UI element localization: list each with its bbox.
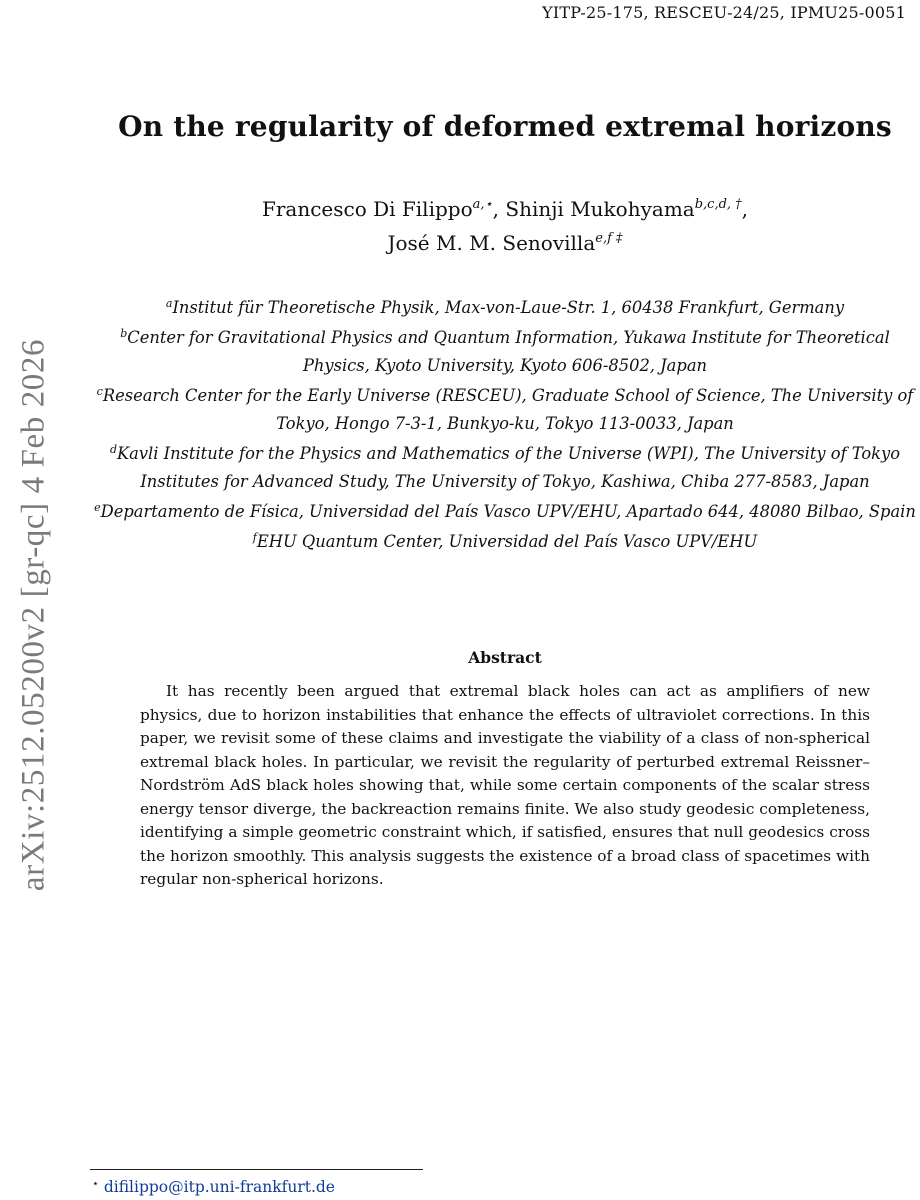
author-list	[90, 192, 920, 260]
affiliation-mark: f	[252, 531, 257, 544]
corresponding-author-footnote	[92, 1178, 335, 1196]
report-numbers: YITP-25-175, RESCEU-24/25, IPMU25-0051	[542, 3, 906, 22]
affiliation-text: Kavli Institute for the Physics and Mathematics of the Universe (WPI), The University of Tokyo Institutes for Advanced Study, The University of Tokyo, Kashiwa, Chiba 277-8583, Japan	[116, 444, 901, 491]
author-separator: ,	[492, 197, 506, 221]
affiliation-item	[92, 498, 918, 526]
affiliation-mark: d	[109, 443, 117, 456]
affiliation-list	[92, 294, 918, 558]
affiliation-text: Center for Gravitational Physics and Quantum Information, Yukawa Institute for Theoretical Physics, Kyoto University, Kyoto 606-8502, Japan	[127, 328, 890, 375]
author-affiliation-marks: a,⋆	[472, 197, 493, 212]
author-name: José M. M. Senovilla	[387, 231, 596, 255]
affiliation-item	[92, 294, 918, 322]
abstract-text: It has recently been argued that extremal black holes can act as amplifiers of new physics, due to horizon instabilities that enhance the effects of ultraviolet corrections. In this paper, we revisit some of these claims and investigate the viability of a class of non-spherical extremal black holes. In particular, we revisit the regularity of perturbed extremal Reissner–Nordström AdS black holes showing that, while some certain components of the scalar stress energy tensor diverge, the backreaction remains finite. We also study geodesic completeness, identifying a simple geometric constraint which, if satisfied, ensures that null geodesics cross the horizon smoothly. This analysis suggests the existence of a broad class of spacetimes with regular non-spherical horizons.	[140, 682, 870, 888]
author-line-1	[90, 192, 920, 226]
affiliation-mark: b	[120, 327, 128, 340]
author-name: Shinji Mukohyama	[505, 197, 695, 221]
author-separator: ,	[741, 197, 749, 221]
email-link[interactable]: difilippo@itp.uni-frankfurt.de	[103, 1178, 335, 1196]
affiliation-mark: e	[94, 501, 101, 514]
affiliation-mark: c	[96, 385, 103, 398]
footnote-divider	[90, 1169, 423, 1170]
paper-title: On the regularity of deformed extremal horizons	[118, 110, 892, 143]
abstract-heading: Abstract	[468, 648, 542, 667]
author-affiliation-marks: e,f ‡	[595, 231, 623, 246]
arxiv-identifier-stamp: arXiv:2512.05200v2 [gr-qc] 4 Feb 2026	[15, 338, 52, 892]
affiliation-text: EHU Quantum Center, Universidad del País Vasco UPV/EHU	[256, 532, 758, 551]
affiliation-item	[92, 440, 918, 496]
author-name: Francesco Di Filippo	[261, 197, 473, 221]
affiliation-text: Institut für Theoretische Physik, Max-von-Laue-Str. 1, 60438 Frankfurt, Germany	[172, 298, 845, 317]
affiliation-text: Departamento de Física, Universidad del País Vasco UPV/EHU, Apartado 644, 48080 Bilbao, Spain	[100, 502, 916, 521]
footnote-mark: ⋆	[92, 1177, 99, 1190]
affiliation-item	[92, 324, 918, 380]
author-line-2	[90, 226, 920, 260]
affiliation-item	[92, 382, 918, 438]
author-affiliation-marks: b,c,d, †	[694, 197, 742, 212]
affiliation-item	[92, 528, 918, 556]
affiliation-text: Research Center for the Early Universe (RESCEU), Graduate School of Science, The University of Tokyo, Hongo 7-3-1, Bunkyo-ku, Tokyo 113-0033, Japan	[102, 386, 914, 433]
affiliation-mark: a	[165, 297, 173, 310]
